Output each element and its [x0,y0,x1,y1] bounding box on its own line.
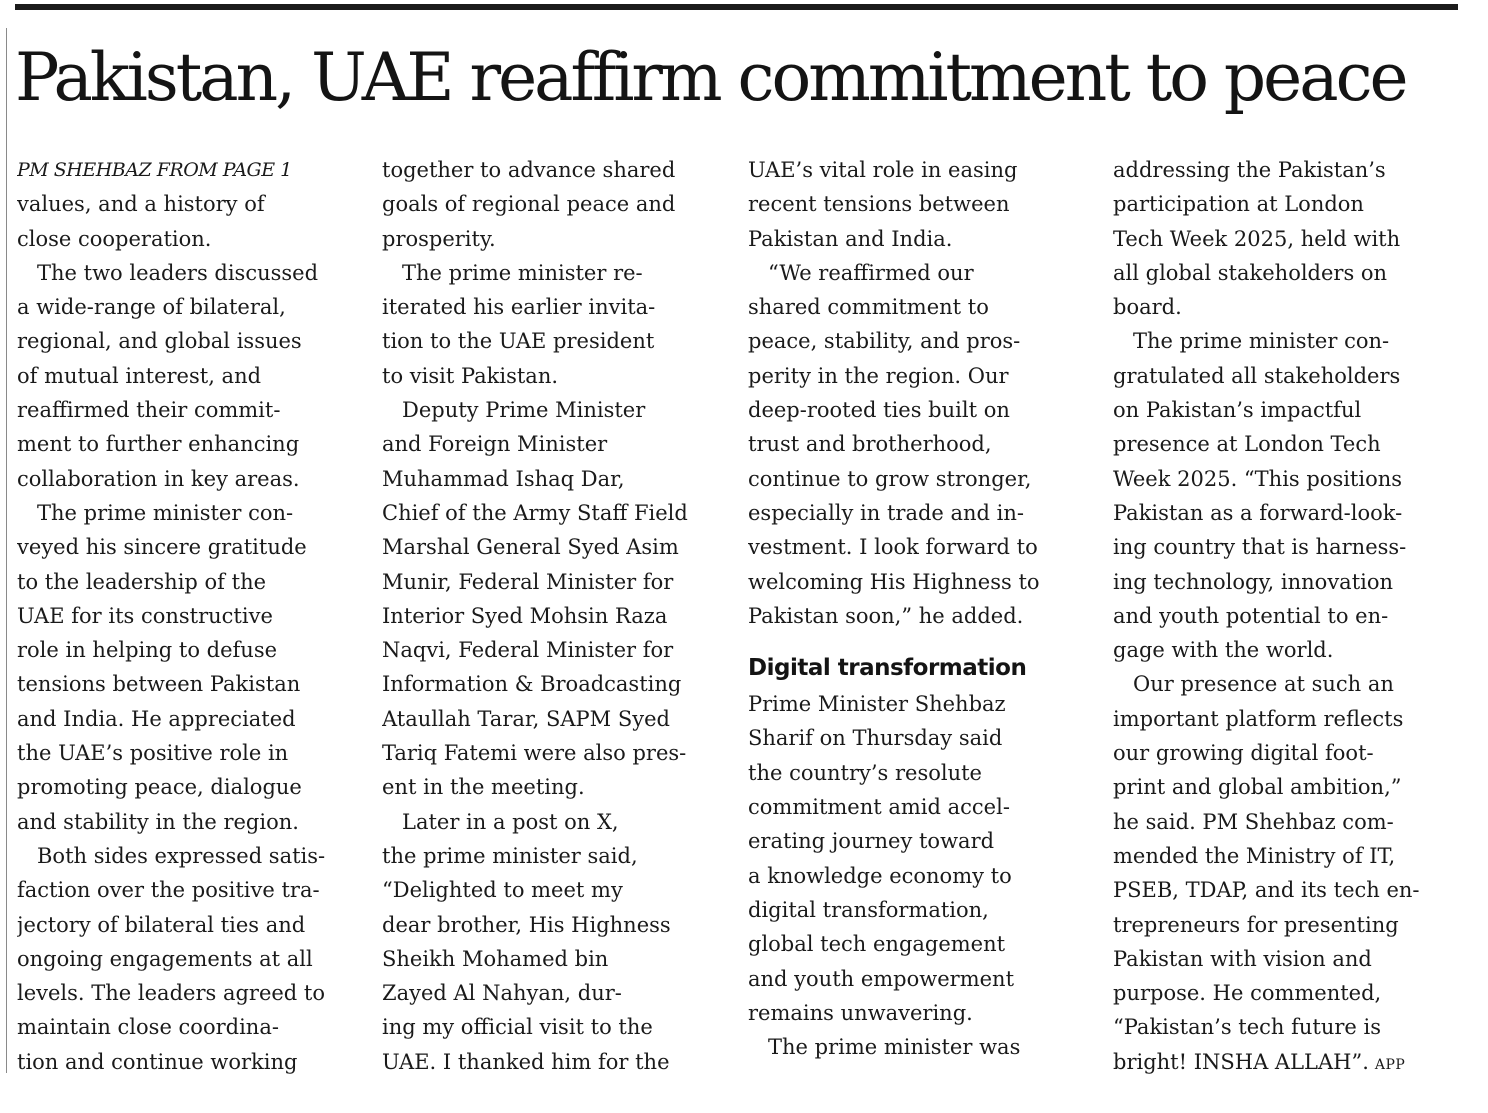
text-line: tion to the UAE president [382,329,655,354]
column-4-body [1113,153,1459,1082]
column-2 [382,153,728,1079]
headline: Pakistan, UAE reaffirm commitment to peace [15,39,1406,116]
text-line: “We reaffirmed our [768,260,974,285]
text-line: a wide-range of bilateral, [17,295,286,320]
text-line: ing country that is harness- [1113,535,1407,560]
column-2-body [382,153,728,1079]
text-line: Sheikh Mohamed bin [382,946,609,971]
text-line: Week 2025. “This positions [1113,466,1403,491]
text-line: recent tensions between [748,192,1010,217]
text-line: and stability in the region. [17,809,299,834]
text-line: UAE for its constructive [17,603,273,628]
text-line: ent in the meeting. [382,775,585,800]
column-3-body-bottom [748,687,1094,1064]
text-line: welcoming His Highness to [748,569,1040,594]
text-line: iterated his earlier invita- [382,295,656,320]
text-line: close cooperation. [17,226,212,251]
text-line: role in helping to defuse [17,638,278,663]
text-line: ongoing engagements at all [17,946,313,971]
text-line: and India. He appreciated [17,706,296,731]
text-line: regional, and global issues [17,329,302,354]
text-line: Both sides expressed satis- [37,843,326,868]
text-line: veyed his sincere gratitude [17,535,307,560]
text-line: he said. PM Shehbaz com- [1113,809,1394,834]
text-line: tensions between Pakistan [17,672,301,697]
text-line: Pakistan and India. [748,226,953,251]
text-line: Tech Week 2025, held with [1113,226,1401,251]
text-line: PSEB, TDAP, and its tech en- [1113,878,1420,903]
text-line: and Foreign Minister [382,432,608,457]
text-line: maintain close coordina- [17,1015,279,1040]
text-line: continue to grow stronger, [748,466,1032,491]
top-rule [15,4,1458,10]
credit: APP [1374,1056,1406,1073]
text-line: addressing the Pakistan’s [1113,158,1386,182]
text-line: Pakistan as a forward-look- [1113,500,1403,525]
text-line: UAE. I thanked him for the [382,1049,670,1074]
text-line: to visit Pakistan. [382,363,559,388]
text-line: Our presence at such an [1133,672,1394,697]
text-line: perity in the region. Our [748,363,1009,388]
text-line: of mutual interest, and [17,363,262,388]
text-line: vestment. I look forward to [748,535,1038,560]
text-line: ing my official visit to the [382,1015,653,1040]
text-line: “Delighted to meet my [382,878,623,903]
text-line: Information & Broadcasting [382,672,682,697]
text-line: Pakistan with vision and [1113,946,1372,971]
text-line: UAE’s vital role in easing [748,158,1018,182]
text-line: ing technology, innovation [1113,569,1394,594]
text-line: collaboration in key areas. [17,466,300,491]
text-line: values, and a history of [17,192,265,217]
text-line: especially in trade and in- [748,500,1025,525]
text-line: on Pakistan’s impactful [1113,398,1362,423]
text-line: erating journey toward [748,829,995,854]
text-line: The prime minister was [768,1035,1021,1060]
text-line: peace, stability, and pros- [748,329,1021,354]
text-line: the country’s resolute [748,760,982,785]
text-line: trepreneurs for presenting [1113,912,1399,937]
column-1-body [17,187,363,1079]
text-line: The prime minister con- [1133,329,1390,354]
text-line: our growing digital foot- [1113,741,1374,766]
text-line: important platform reflects [1113,706,1404,731]
text-line: Tariq Fatemi were also pres- [382,741,687,766]
column-rule [6,28,7,1073]
text-line: Munir, Federal Minister for [382,569,674,594]
text-line: jectory of bilateral ties and [17,912,306,937]
text-line: gratulated all stakeholders [1113,363,1401,388]
text-line: Pakistan soon,” he added. [748,603,1024,628]
column-4 [1113,153,1459,1082]
text-line: Sharif on Thursday said [748,726,1003,751]
kicker: PM SHEHBAZ FROM PAGE 1 [17,159,292,181]
text-line: Zayed Al Nahyan, dur- [382,981,622,1006]
text-line: Muhammad Ishaq Dar, [382,466,625,491]
text-line: “Pakistan’s tech future is [1113,1015,1381,1040]
text-line: participation at London [1113,192,1364,217]
text-line: reaffirmed their commit- [17,398,281,423]
text-line: print and global ambition,” [1113,775,1402,800]
text-line: the UAE’s positive role in [17,741,289,766]
text-line: levels. The leaders agreed to [17,981,325,1006]
column-1 [17,153,363,1079]
text-line: ment to further enhancing [17,432,300,457]
text-line: dear brother, His Highness [382,912,671,937]
text-line: the prime minister said, [382,843,638,868]
text-line: Later in a post on X, [402,809,619,834]
text-line: The two leaders discussed [37,260,319,285]
text-line: tion and continue working [17,1049,298,1074]
text-line: prosperity. [382,226,496,251]
text-line: a knowledge economy to [748,863,1012,888]
text-line: promoting peace, dialogue [17,775,302,800]
text-line: Naqvi, Federal Minister for [382,638,674,663]
text-line: deep-rooted ties built on [748,398,1010,423]
text-line: gage with the world. [1113,638,1334,663]
text-line: to the leadership of the [17,569,267,594]
text-line: commitment amid accel- [748,795,1010,820]
text-line: presence at London Tech [1113,432,1381,457]
text-line: Marshal General Syed Asim [382,535,679,560]
text-line: The prime minister con- [37,500,294,525]
text-line: The prime minister re- [402,260,643,285]
column-3 [748,153,1094,1064]
text-line: trust and brotherhood, [748,432,992,457]
text-line: Deputy Prime Minister [402,398,646,423]
text-line: global tech engagement [748,932,1006,957]
text-line: faction over the positive tra- [17,878,320,903]
text-line: digital transformation, [748,897,989,922]
text-line: board. [1113,295,1182,320]
text-line: Prime Minister Shehbaz [748,692,1006,717]
text-line: bright! INSHA ALLAH”. APP [1113,1049,1406,1074]
text-line: purpose. He commented, [1113,981,1382,1006]
text-line: Interior Syed Mohsin Raza [382,603,668,628]
text-line: shared commitment to [748,295,989,320]
text-line: mended the Ministry of IT, [1113,843,1396,868]
text-line: and youth empowerment [748,966,1015,991]
column-3-body-top [748,153,1094,633]
text-line: remains unwavering. [748,1000,973,1025]
text-line: together to advance shared [382,158,676,182]
text-line: goals of regional peace and [382,192,676,217]
text-line: and youth potential to en- [1113,603,1389,628]
subhead: Digital transformation [748,655,1027,682]
text-line: all global stakeholders on [1113,260,1388,285]
text-line: Chief of the Army Staff Field [382,500,688,525]
text-line: Ataullah Tarar, SAPM Syed [382,706,670,731]
